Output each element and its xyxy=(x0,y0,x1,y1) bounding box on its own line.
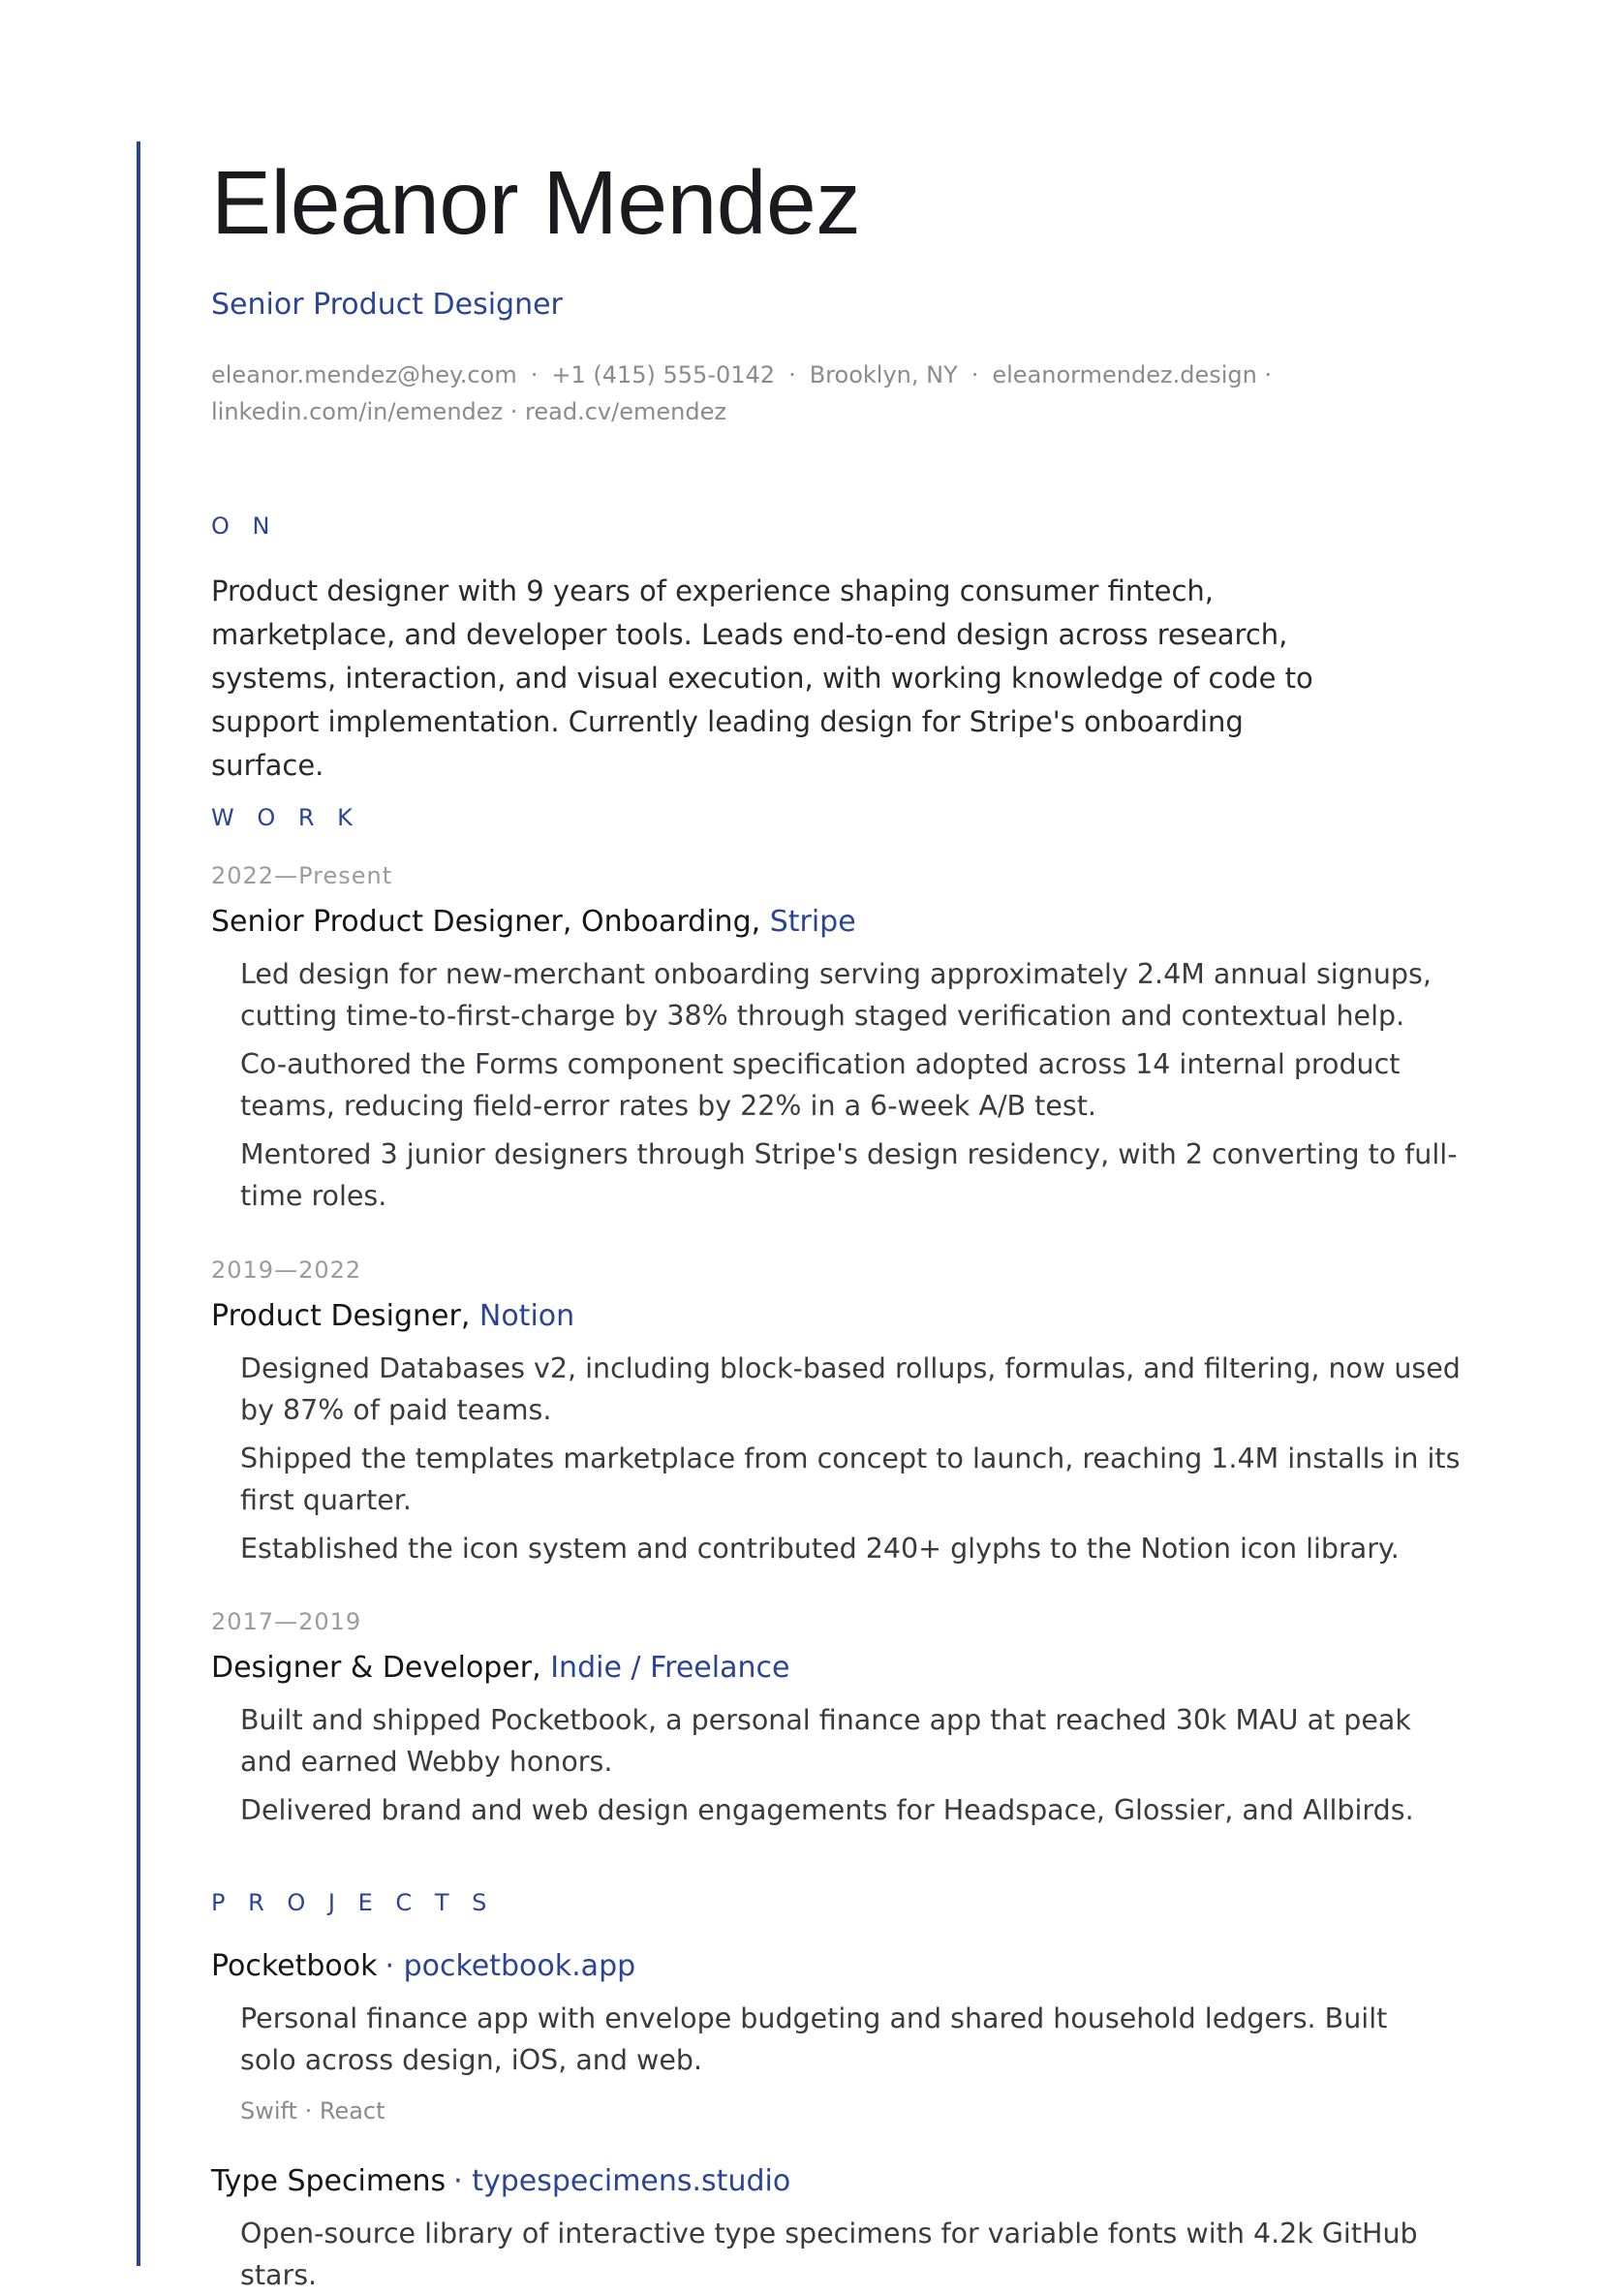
job-title-text: Product Designer, xyxy=(211,1299,479,1333)
work-bullet: Led design for new-merchant onboarding serving approximately 2.4M annual signups, cutting time-to-first-charge by 38% through staged verification and contextual help. xyxy=(240,958,1432,1032)
contact-line xyxy=(211,357,1325,430)
work-bullet: Designed Databases v2, including block-based rollups, formulas, and filtering, now used by 87% of paid teams. xyxy=(240,1352,1461,1426)
work-bullets xyxy=(211,1348,1470,1569)
work-title xyxy=(211,1649,1470,1688)
work-dates: 2019—2022 xyxy=(211,1257,362,1284)
project-link[interactable]: · pocketbook.app xyxy=(385,1949,636,1983)
work-dates: 2017—2019 xyxy=(211,1608,362,1635)
project-title xyxy=(211,2162,1470,2201)
contact-separator: · xyxy=(1264,361,1273,388)
project-description: Open-source library of interactive type specimens for variable fonts with 4.2k GitHub stars. xyxy=(240,2218,1418,2291)
contact-separator: · xyxy=(970,361,979,388)
project-pocketbook xyxy=(211,1947,1470,2127)
company-name: Notion xyxy=(478,1299,575,1333)
candidate-role: Senior Product Designer xyxy=(211,288,563,322)
accent-rail xyxy=(137,141,140,2266)
work-entry-freelance xyxy=(211,1604,1470,1838)
work-bullet: Established the icon system and contributed 240+ glyphs to the Notion icon library. xyxy=(240,1533,1400,1565)
contact-separator: · xyxy=(530,361,539,388)
work-bullet: Co-authored the Forms component specification adopted across 14 internal product teams, reducing field-error rates by 22% in a 6-week A/B test. xyxy=(240,1048,1401,1122)
project-name: Pocketbook xyxy=(211,1949,378,1983)
company-name: Indie / Freelance xyxy=(550,1651,790,1685)
work-entry-stripe xyxy=(211,858,1470,1224)
project-tags: Swift · React xyxy=(240,2097,385,2125)
work-bullet: Shipped the templates marketplace from concept to launch, reaching 1.4M installs in its first quarter. xyxy=(240,1443,1461,1516)
location: Brooklyn, NY xyxy=(809,361,958,388)
work-bullet: Mentored 3 junior designers through Stripe's design residency, with 2 converting to full-time roles. xyxy=(240,1138,1458,1212)
work-dates: 2022—Present xyxy=(211,862,393,889)
work-title xyxy=(211,903,1470,942)
project-type-specimens xyxy=(211,2162,1470,2296)
project-title xyxy=(211,1947,1470,1986)
work-bullets xyxy=(211,953,1470,1217)
phone-number: +1 (415) 555-0142 xyxy=(551,361,776,388)
work-heading: W O R K xyxy=(211,804,360,831)
work-bullet: Built and shipped Pocketbook, a personal finance app that reached 30k MAU at peak and earned Webby honors. xyxy=(240,1704,1411,1778)
project-link[interactable]: · typespecimens.studio xyxy=(453,2164,791,2198)
linkedin-link[interactable]: linkedin.com/in/emendez xyxy=(211,398,504,425)
project-name: Type Specimens xyxy=(211,2164,447,2198)
work-bullet: Delivered brand and web design engagements for Headspace, Glossier, and Allbirds. xyxy=(240,1794,1414,1826)
contact-separator: · xyxy=(509,398,518,425)
summary-text: Product designer with 9 years of experience shaping consumer fintech, marketplace, and developer tools. Leads end-to-end design across research, systems, interaction, and visual execution, with working knowledge of code to support implementation. Currently leading design for Stripe's onboarding surface. xyxy=(211,574,1313,782)
email-link[interactable]: eleanor.mendez@hey.com xyxy=(211,361,517,388)
candidate-name: Eleanor Mendez xyxy=(211,152,861,253)
projects-heading: P R O J E C T S xyxy=(211,1889,495,1916)
about-heading: O N xyxy=(211,512,278,540)
website-link[interactable]: eleanormendez.design xyxy=(992,361,1257,388)
job-title-text: Designer & Developer, xyxy=(211,1651,551,1685)
contact-separator: · xyxy=(788,361,796,388)
work-entry-notion xyxy=(211,1253,1470,1576)
readcv-link[interactable]: read.cv/emendez xyxy=(525,398,726,425)
work-title xyxy=(211,1297,1470,1336)
project-description: Personal finance app with envelope budgeting and shared household ledgers. Built solo across design, iOS, and web. xyxy=(240,2002,1388,2076)
company-name: Stripe xyxy=(769,905,856,939)
job-title-text: Senior Product Designer, Onboarding, xyxy=(211,905,770,939)
work-bullets xyxy=(211,1699,1470,1831)
